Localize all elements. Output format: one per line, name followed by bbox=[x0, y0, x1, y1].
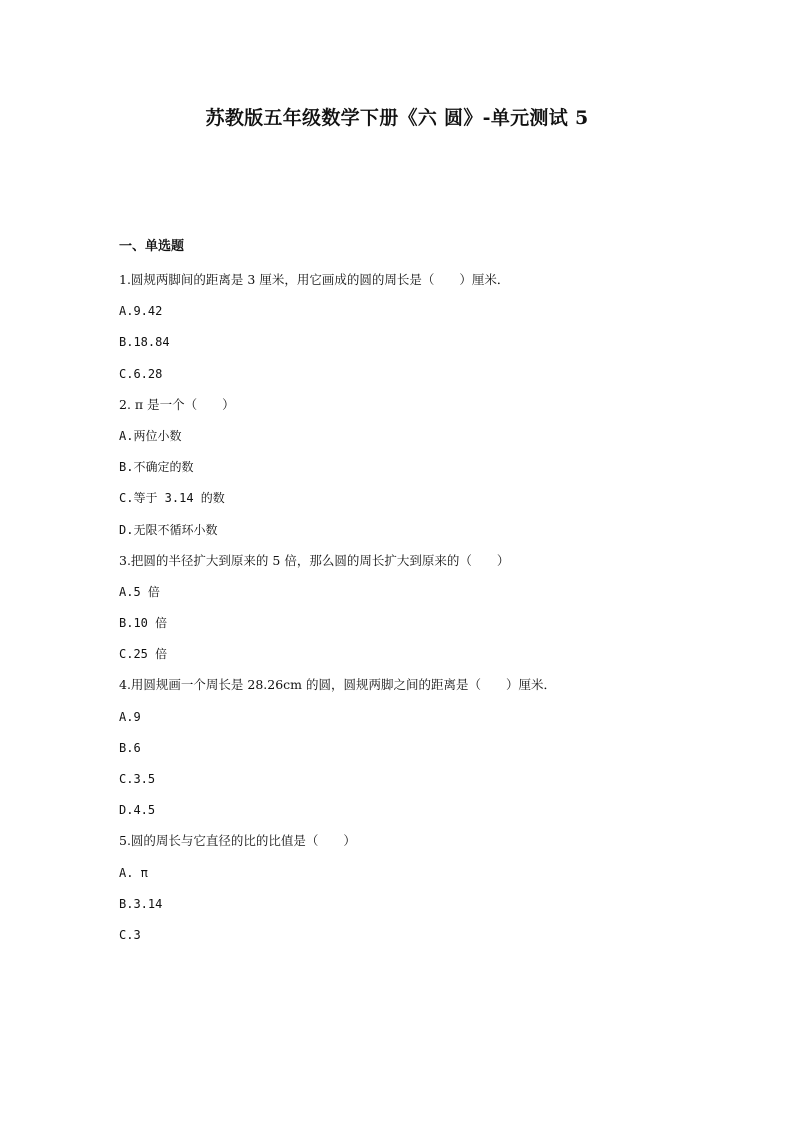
section-heading: 一、单选题 bbox=[119, 239, 185, 254]
question-3-stem: 3.把圆的半径扩大到原来的 5 倍，那么圆的周长扩大到原来的（ ） bbox=[119, 552, 510, 568]
question-4-option-b: B.6 bbox=[119, 740, 141, 755]
question-1-option-b: B.18.84 bbox=[119, 335, 170, 350]
question-4-stem: 4.用圆规画一个周长是 28.26cm 的圆，圆规两脚之间的距离是（ ）厘米． bbox=[119, 677, 557, 693]
question-2-option-c: C.等于 3.14 的数 bbox=[119, 491, 225, 506]
document-title: 苏教版五年级数学下册《六 圆》-单元测试 5 bbox=[205, 107, 589, 129]
question-5-option-c: C.3 bbox=[119, 927, 141, 942]
question-5-option-b: B.3.14 bbox=[119, 896, 163, 911]
question-2-option-b: B.不确定的数 bbox=[119, 460, 194, 475]
question-3-option-c: C.25 倍 bbox=[119, 647, 168, 662]
question-2-option-a: A.两位小数 bbox=[119, 428, 182, 443]
question-2-option-d: D.无限不循环小数 bbox=[119, 522, 218, 537]
question-4-option-a: A.9 bbox=[119, 709, 141, 724]
question-5-stem: 5.圆的周长与它直径的比的比值是（ ） bbox=[119, 833, 356, 849]
question-4-option-d: D.4.5 bbox=[119, 803, 156, 818]
question-3-option-b: B.10 倍 bbox=[119, 616, 168, 631]
question-list bbox=[119, 268, 719, 954]
question-1-option-a: A.9.42 bbox=[119, 304, 163, 319]
question-4-option-c: C.3.5 bbox=[119, 772, 156, 786]
question-3-option-a: A.5 倍 bbox=[119, 584, 160, 599]
question-5-option-a: A. π bbox=[119, 865, 148, 880]
question-1-option-c: C.6.28 bbox=[119, 366, 163, 381]
question-1-stem: 1.圆规两脚间的距离是 3 厘米，用它画成的圆的周长是（ ）厘米． bbox=[119, 272, 510, 287]
question-2-stem: 2. π 是一个（ ） bbox=[119, 396, 235, 412]
